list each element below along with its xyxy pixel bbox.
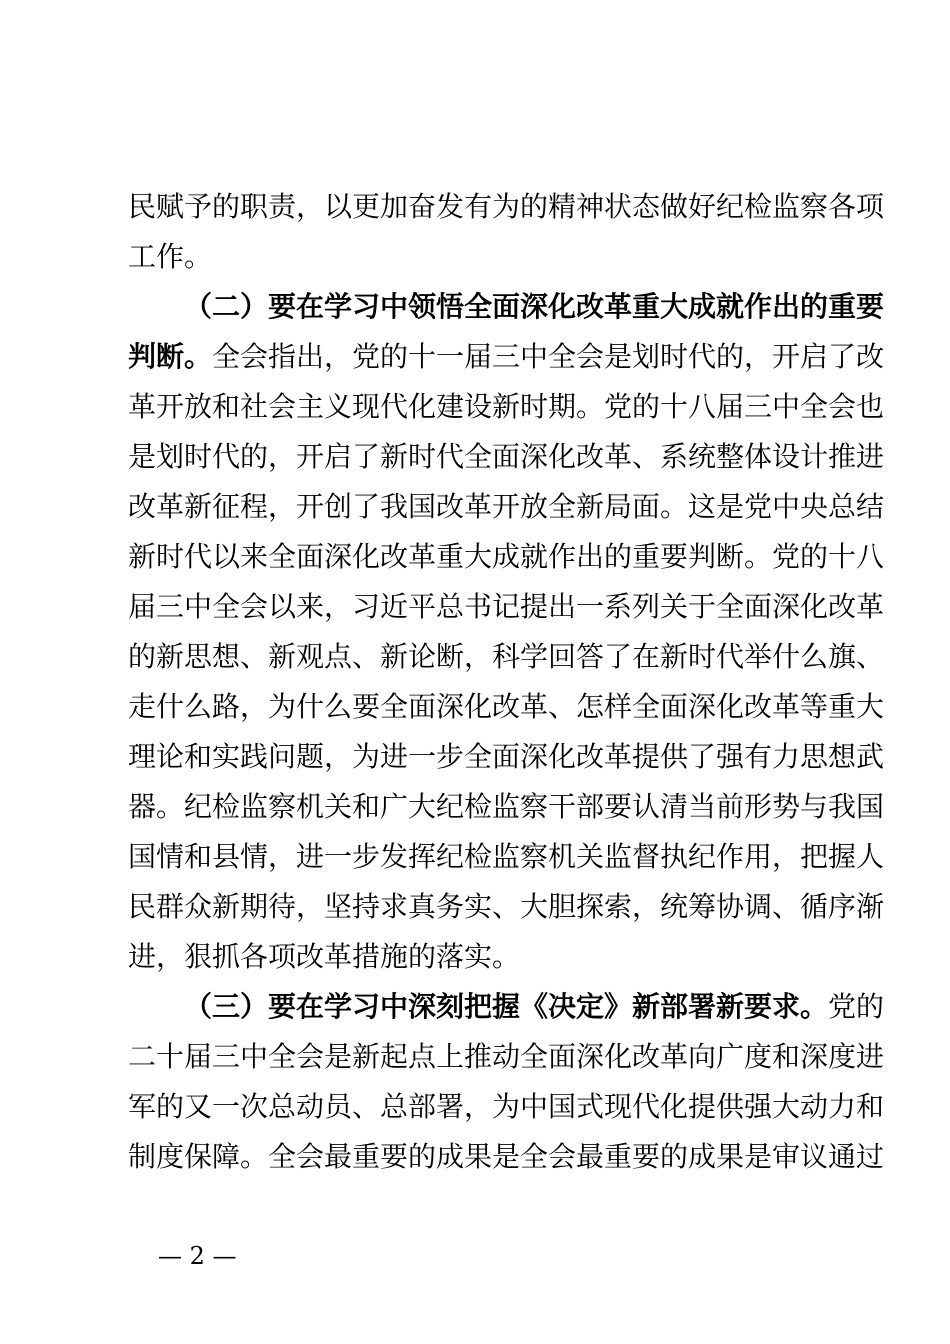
- paragraph-line: 改革新征程，开创了我国改革开放全新局面。这是党中央总结: [128, 490, 885, 523]
- paragraph-line: 国情和县情，进一步发挥纪检监察机关监督执纪作用，把握人: [128, 840, 885, 873]
- paragraph-line: 器。纪检监察机关和广大纪检监察干部要认清当前形势与我国: [128, 790, 885, 823]
- paragraph-line: 走什么路，为什么要全面深化改革、怎样全面深化改革等重大: [128, 690, 885, 723]
- paragraph-line: [128, 332, 885, 382]
- paragraph-line: 届三中全会以来，习近平总书记提出一系列关于全面深化改革: [128, 590, 885, 623]
- paragraph-line: 军的又一次总动员、总部署，为中国式现代化提供强大动力和: [128, 1090, 885, 1123]
- paragraph-line: 进，狠抓各项改革措施的落实。: [128, 940, 521, 973]
- section-heading-line: （二）要在学习中领悟全面深化改革重大成就作出的重要: [184, 290, 885, 323]
- paragraph-line: 是划时代的，开启了新时代全面深化改革、系统整体设计推进: [128, 440, 885, 473]
- paragraph-line: 二十届三中全会是新起点上推动全面深化改革向广度和深度进: [128, 1040, 885, 1073]
- paragraph-line: 制度保障。全会最重要的成果是全会最重要的成果是审议通过: [128, 1140, 885, 1173]
- paragraph-line: 新时代以来全面深化改革重大成就作出的重要判断。党的十八: [128, 540, 885, 573]
- paragraph-line: 工作。: [128, 240, 213, 273]
- section-heading-line: [184, 982, 885, 1032]
- paragraph-text: 全会指出，党的十一届三中全会是划时代的，开启了改: [212, 340, 885, 373]
- section-heading-tail: 判断。: [128, 340, 213, 373]
- section-heading: （三）要在学习中深刻把握《决定》新部署新要求。: [184, 990, 829, 1023]
- page-number: — 2 —: [158, 1242, 237, 1270]
- paragraph-line: 革开放和社会主义现代化建设新时期。党的十八届三中全会也: [128, 390, 885, 423]
- paragraph-line: 民群众新期待，坚持求真务实、大胆探索，统筹协调、循序渐: [128, 890, 885, 923]
- paragraph-line: 理论和实践问题，为进一步全面深化改革提供了强有力思想武: [128, 740, 885, 773]
- paragraph-line: 的新思想、新观点、新论断，科学回答了在新时代举什么旗、: [128, 640, 885, 673]
- paragraph-text: 党的: [828, 990, 885, 1023]
- paragraph-line: 民赋予的职责，以更加奋发有为的精神状态做好纪检监察各项: [128, 190, 885, 223]
